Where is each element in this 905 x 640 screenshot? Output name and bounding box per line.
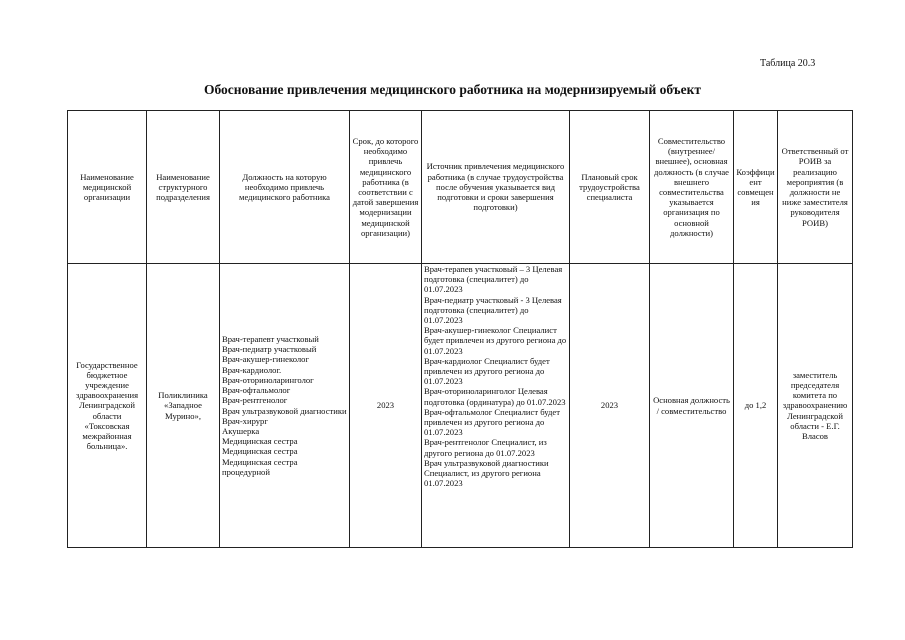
source-item: Врач-кардиолог Специалист будет привлечен из другого региона до 01.07.2023	[424, 355, 550, 387]
header-responsible: Ответственный от РОИВ за реализацию мероприятия (в должности не ниже заместителя руководителя РОИВ)	[778, 111, 853, 264]
cell-planned-term: 2023	[570, 264, 650, 548]
position-item: Врач-офтальмолог	[222, 385, 291, 396]
position-item: Врач-терапевт участковый	[222, 334, 319, 345]
cell-deadline: 2023	[350, 264, 422, 548]
position-item: Акушерка	[222, 425, 260, 436]
cell-organization: Государственное бюджетное учреждение здравоохранения Ленинградской области «Токсовская межрайонная больница».	[68, 264, 147, 548]
cell-positions	[220, 264, 350, 548]
source-item: Врач-акушер-гинеколог Специалист будет привлечен из другого региона до 01.07.2023	[424, 325, 567, 356]
position-item: Врач-оториноларинголог	[222, 374, 314, 385]
header-row	[68, 111, 853, 264]
position-item: Медицинская сестра процедурной	[222, 456, 298, 477]
source-item: Врач-терапев участковый – 3 Целевая подготовка (специалитет) до 01.07.2023	[424, 264, 563, 295]
cell-combination: Основная должность / совместительство	[650, 264, 734, 548]
header-planned-term: Плановый срок трудоустройства специалиста	[570, 111, 650, 264]
source-item: Врач-офтальмолог Специалист будет привлечен из другого региона до 01.07.2023	[424, 406, 560, 438]
cell-coefficient: до 1,2	[734, 264, 778, 548]
position-item: Врач-педиатр участковый	[222, 344, 317, 355]
position-item: Врач-акушер-гинеколог	[222, 354, 310, 365]
document-title: Обоснование привлечения медицинского работника на модернизируемый объект	[203, 82, 702, 97]
source-item: Врач-рентгенолог Специалист, из другого региона до 01.07.2023	[424, 437, 547, 458]
position-item: Врач-рентгенолог	[222, 395, 288, 406]
position-item: Медицинская сестра	[222, 436, 298, 447]
position-item: Врач-кардиолог.	[222, 364, 282, 375]
cell-sources	[422, 264, 570, 548]
table-number: Таблица 20.3	[760, 58, 816, 69]
header-subdivision: Наименование структурного подразделения	[147, 111, 220, 264]
header-organization: Наименование медицинской организации	[68, 111, 147, 264]
header-coefficient: Коэффициент совмещения	[734, 111, 778, 264]
table-row	[68, 264, 853, 548]
justification-table	[67, 110, 853, 548]
cell-subdivision: Поликлиника «Западное Мурино»,	[147, 264, 220, 548]
cell-responsible: заместитель председателя комитета по здравоохранению Ленинградской области - Е.Г. Власов	[778, 264, 853, 548]
position-item: Врач-хирург	[222, 415, 268, 426]
header-position: Должность на которую необходимо привлечь медицинского работника	[220, 111, 350, 264]
source-item: Врач-оториноларинголог Целевая подготовка (ординатура) до 01.07.2023	[424, 386, 566, 407]
header-source: Источник привлечения медицинского работника (в случае трудоустройства после обучения указывается вид подготовки и сроки завершения подготовки)	[422, 111, 570, 264]
position-item: Медицинская сестра	[222, 446, 298, 457]
source-item: Врач ультразвуковой диагностики Специалист, из другого региона 01.07.2023	[424, 457, 549, 489]
header-combination: Совместительство (внутреннее/внешнее), основная должность (в случае внешнего совместительства указывается организация по основной должности)	[650, 111, 734, 264]
header-deadline: Срок, до которого необходимо привлечь медицинского работника (в соответствии с датой завершения модернизации медицинской организации)	[350, 111, 422, 264]
position-item: Врач ультразвуковой диагностики	[222, 405, 347, 416]
source-item: Врач-педиатр участковый - 3 Целевая подготовка (специалитет) до 01.07.2023	[424, 294, 562, 326]
